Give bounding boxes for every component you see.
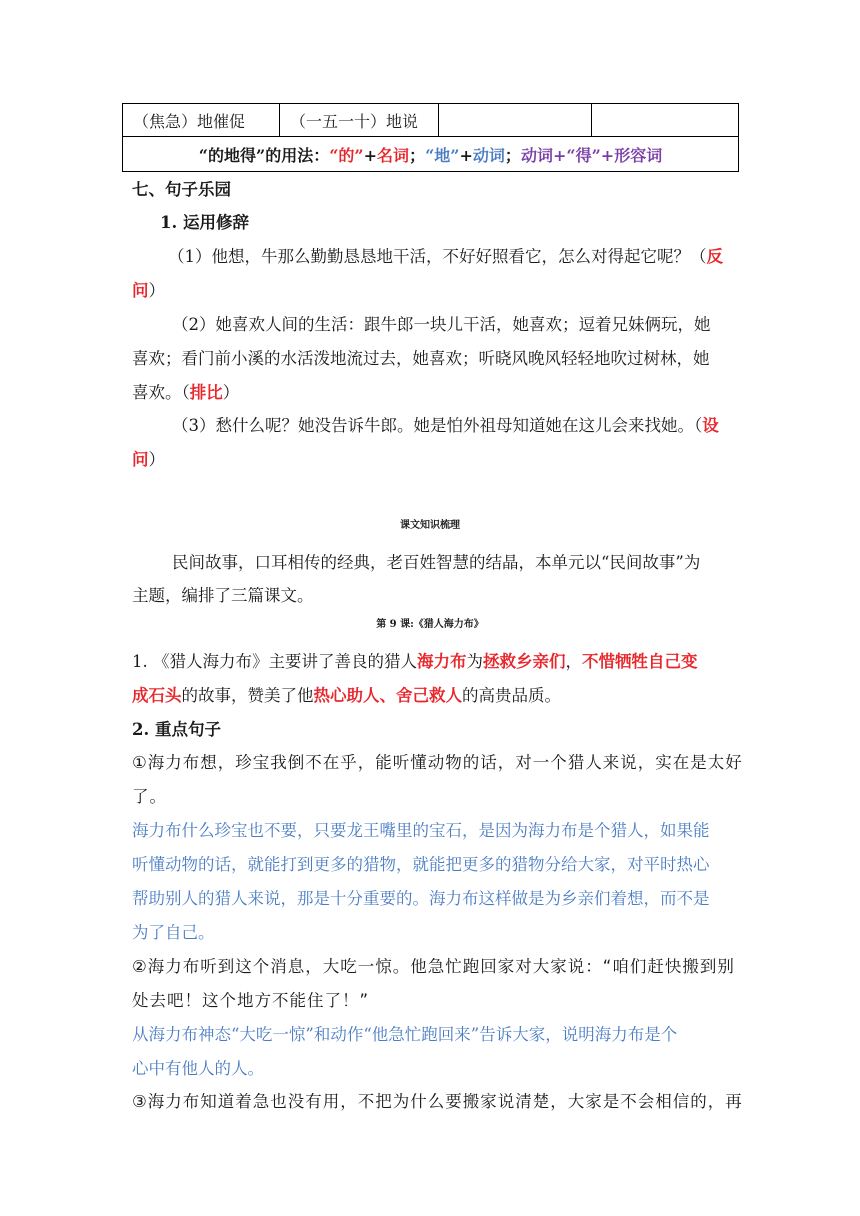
quote-line: 了。 [132, 787, 167, 806]
quote-line: ③海力布知道着急也没有用，不把为什么要搬家说清楚，大家是不会相信的，再 [132, 1092, 743, 1111]
de-di-de-usage [123, 137, 739, 172]
analysis-line: 心中有他人的人。 [132, 1059, 264, 1078]
table-cell [439, 104, 592, 137]
paragraph-line [132, 648, 698, 672]
usage-plus: + [363, 145, 378, 165]
rhetoric-tag: 排比 [189, 383, 223, 402]
rhetoric-tag: 反 [706, 247, 723, 266]
text: ） [148, 281, 165, 300]
subheading: 2. 重点句子 [132, 720, 221, 739]
paragraph-line [168, 243, 723, 267]
section-heading: 七、句子乐园 [132, 180, 231, 199]
usage-verb2: 动词+ [520, 145, 567, 165]
paragraph-line: 主题，编排了三篇课文。 [132, 586, 314, 605]
usage-adj: 形容词 [614, 145, 663, 165]
text: 的故事，赞美了他 [181, 686, 314, 705]
word-table [122, 103, 739, 172]
usage-verb: 动词 [472, 145, 505, 165]
paragraph-line: 民间故事，口耳相传的经典，老百姓智慧的结晶，本单元以“民间故事”为 [172, 553, 701, 572]
paragraph-line [132, 682, 561, 706]
paragraph-line: 喜欢；看门前小溪的水活泼地流过去，她喜欢；听晓风晚风轻轻地吹过树林，她 [132, 349, 710, 368]
table-cell [592, 104, 739, 137]
text: ） [222, 383, 240, 402]
table-cell: （一五一十）地说 [280, 104, 439, 137]
subheading: 1. 运用修辞 [160, 213, 249, 232]
usage-sep: ； [504, 145, 521, 165]
usage-noun: 名词 [377, 145, 410, 165]
rhetoric-tag: 设 [702, 416, 719, 435]
paragraph-line [172, 412, 719, 436]
usage-de1: “的” [329, 145, 364, 165]
text: 为 [466, 652, 483, 671]
rhetoric-tag: 问 [132, 281, 149, 300]
highlight-text: 热心助人、舍己救人 [313, 686, 462, 705]
text: ） [148, 450, 165, 469]
analysis-line: 为了自己。 [132, 923, 215, 942]
analysis-line: 听懂动物的话，就能打到更多的猎物，就能把更多的猎物分给大家，对平时热心 [132, 855, 710, 874]
table-row [123, 104, 739, 137]
page-title: 课文知识梳理 [400, 520, 460, 531]
text: （3）愁什么呢？她没告诉牛郎。她是怕外祖母知道她在这儿会来找她。（ [172, 416, 703, 435]
paragraph-line: （2）她喜欢人间的生活：跟牛郎一块儿干活，她喜欢；逗着兄妹俩玩，她 [172, 315, 711, 334]
highlight-text: 拯救乡亲们 [483, 652, 566, 671]
paragraph-line [132, 446, 165, 470]
table-cell: （焦急）地催促 [123, 104, 280, 137]
quote-line: ①海力布想，珍宝我倒不在乎，能听懂动物的话，对一个猎人来说，实在是太好 [132, 753, 743, 772]
quote-line: ②海力布听到这个消息，大吃一惊。他急忙跑回家对大家说：“咱们赶快搬到别 [132, 957, 735, 976]
usage-plus: + [600, 145, 615, 165]
quote-line: 处去吧！这个地方不能住了！” [132, 991, 370, 1010]
paragraph-line [132, 379, 239, 403]
text: 喜欢。（ [132, 383, 190, 402]
usage-de3: “得” [566, 145, 601, 165]
analysis-line: 帮助别人的猎人来说，那是十分重要的。海力布这样做是为乡亲们着想，而不是 [132, 889, 710, 908]
text: ， [565, 652, 582, 671]
analysis-line: 海力布什么珍宝也不要，只要龙王嘴里的宝石，是因为海力布是个猎人，如果能 [132, 821, 710, 840]
usage-sep: ； [409, 145, 426, 165]
highlight-text: 不惜牺牲自己变 [582, 652, 698, 671]
text: 的高贵品质。 [462, 686, 561, 705]
usage-de2: “地” [425, 145, 460, 165]
highlight-text: 海力布 [417, 652, 467, 671]
lesson-title: 第 9 课:《猎人海力布》 [376, 619, 484, 630]
text: （1）他想，牛那么勤勤恳恳地干活，不好好照看它，怎么对得起它呢？（ [168, 247, 707, 266]
highlight-text: 成石头 [132, 686, 182, 705]
rhetoric-tag: 问 [132, 450, 149, 469]
table-row [123, 137, 739, 172]
usage-prefix: “的地得”的用法： [198, 145, 330, 165]
analysis-line: 从海力布神态“大吃一惊”和动作“他急忙跑回来”告诉大家，说明海力布是个 [132, 1025, 678, 1044]
text: 1. 《猎人海力布》主要讲了善良的猎人 [132, 652, 417, 671]
paragraph-line [132, 277, 165, 301]
usage-plus: + [459, 145, 473, 165]
